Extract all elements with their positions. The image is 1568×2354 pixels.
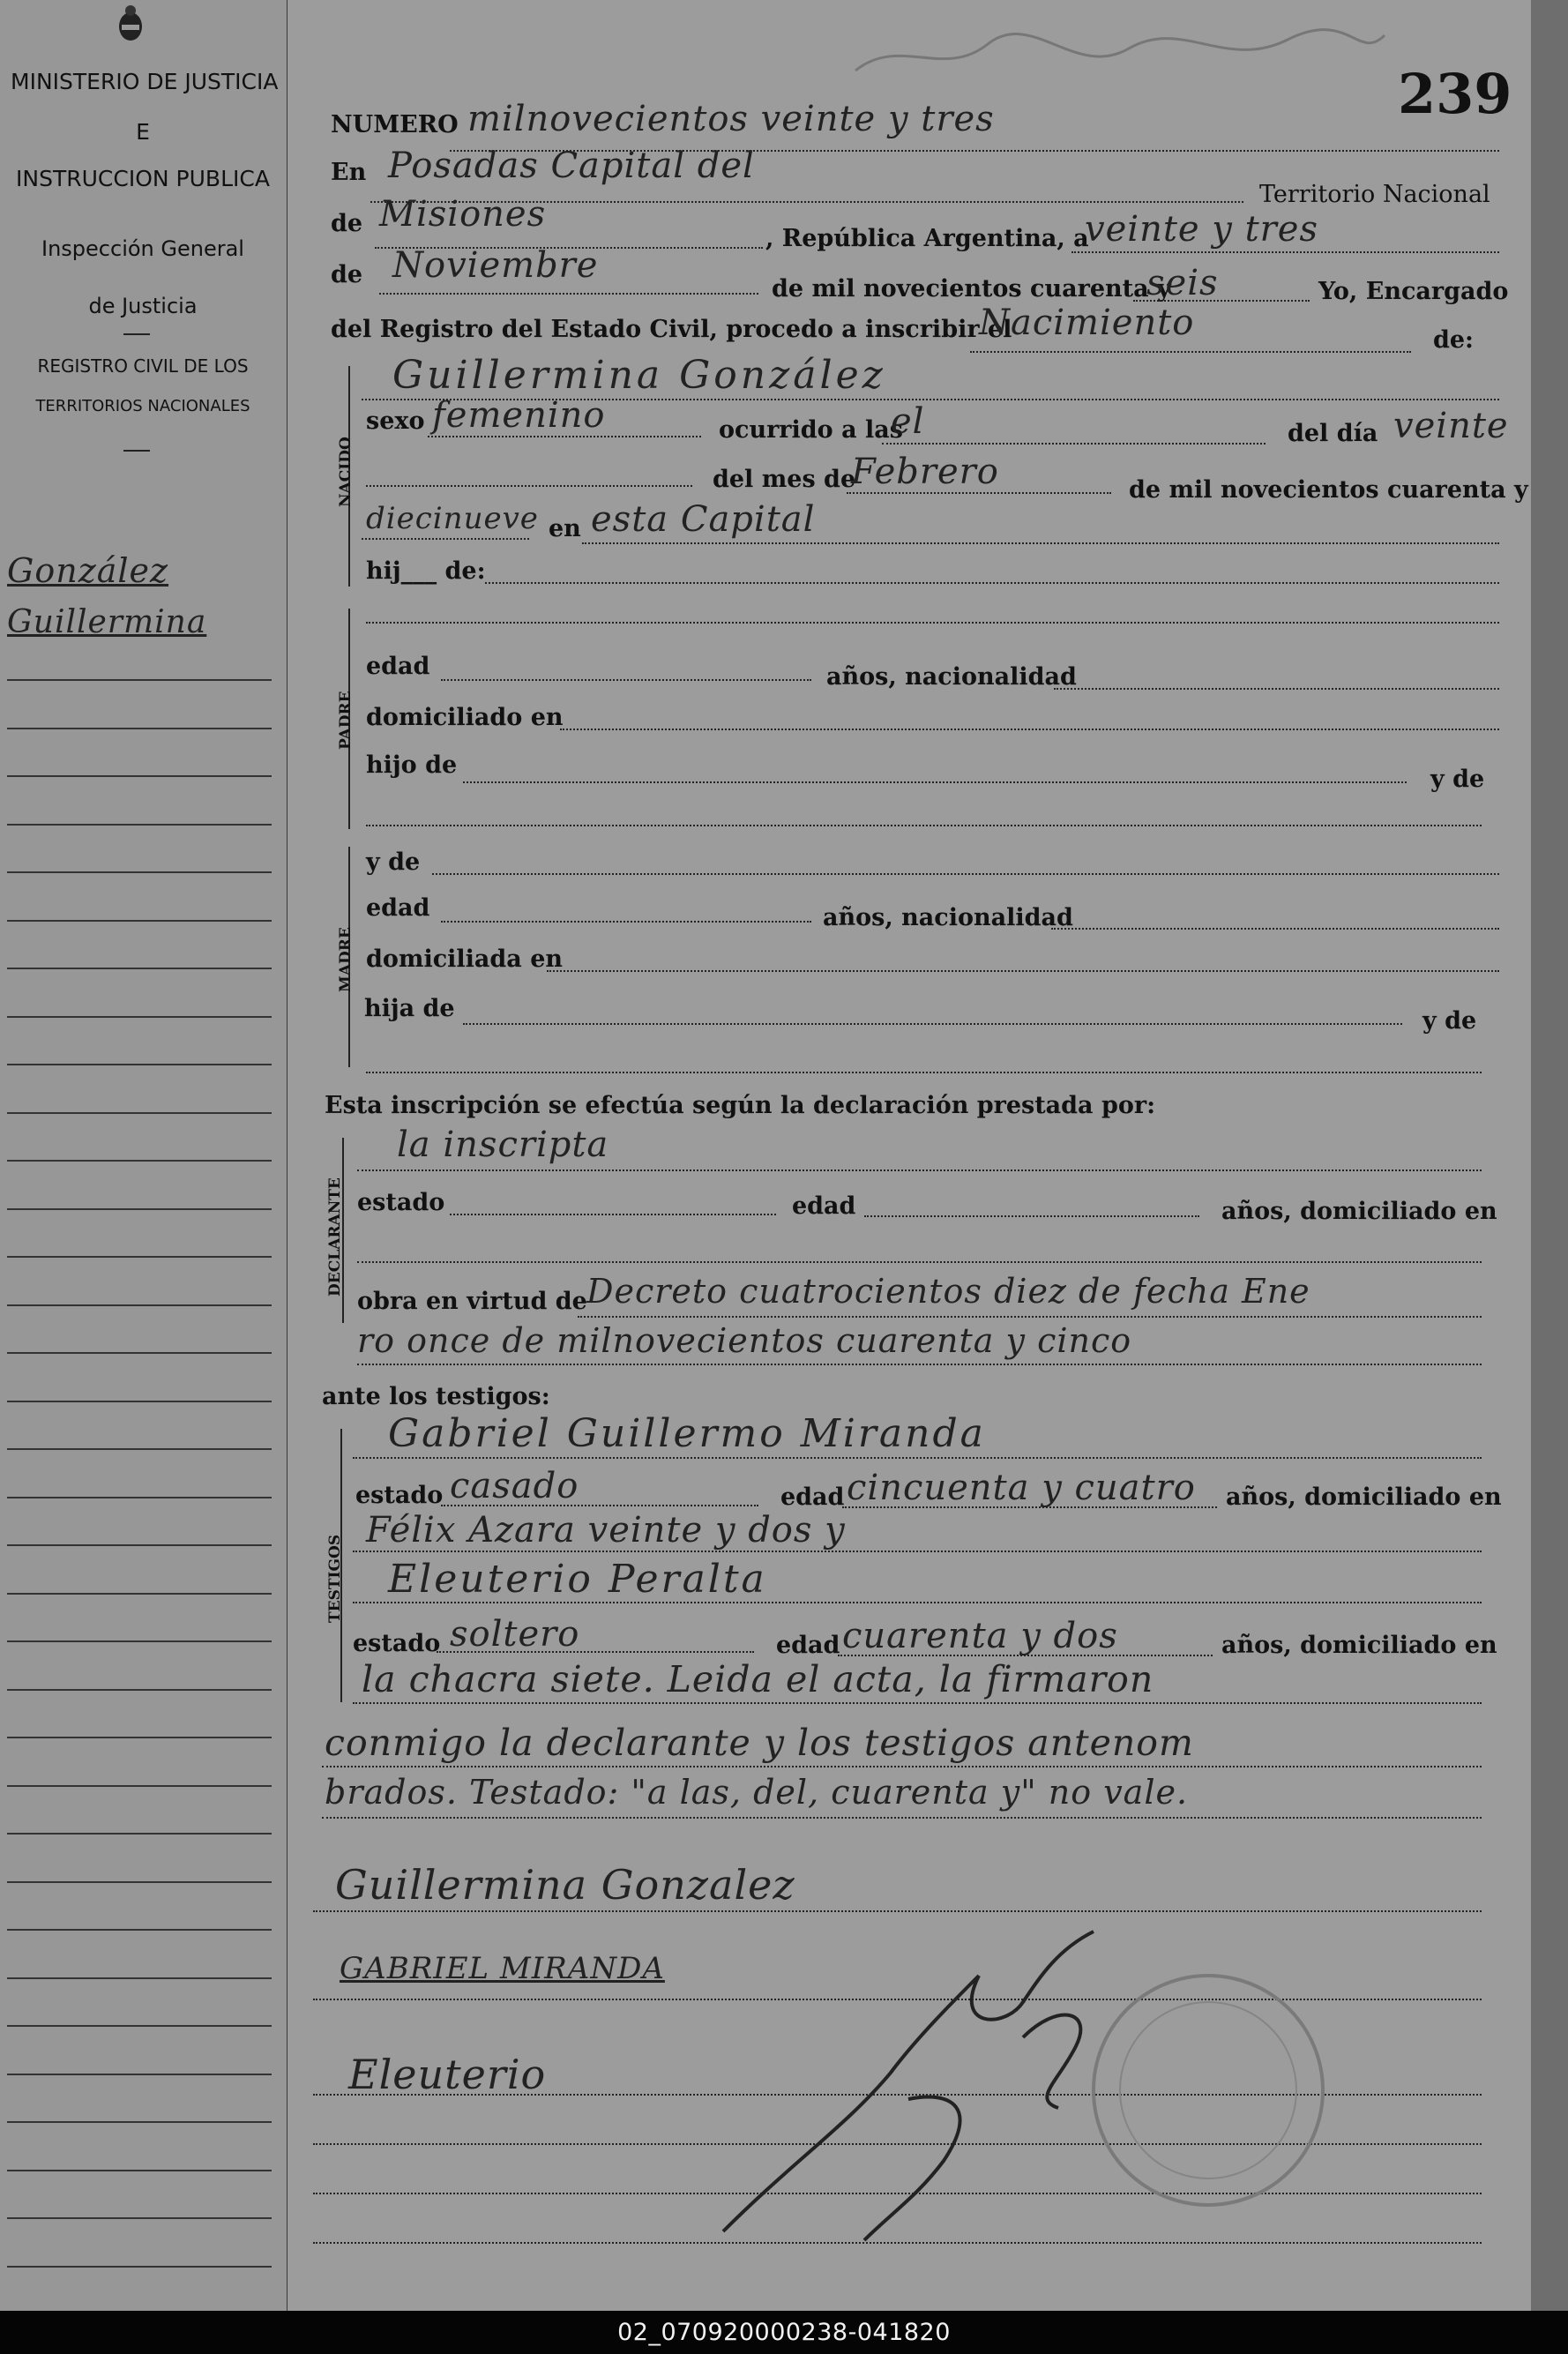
firma-declarante: Guillermina Gonzalez xyxy=(335,1861,795,1909)
official-stamp xyxy=(1076,1958,1340,2223)
t2-anios-label: años, domiciliado en xyxy=(1221,1632,1497,1659)
dia-value: veinte y tres xyxy=(1085,209,1318,250)
margin-column xyxy=(0,0,289,2311)
margin-rule xyxy=(7,1208,272,1210)
ocurrido-label: ocurrido a las xyxy=(719,416,903,444)
testigos-side-label: TESTIGOS xyxy=(326,1534,344,1623)
pencil-scribble xyxy=(847,18,1393,88)
header-divider xyxy=(123,333,150,335)
margin-rule xyxy=(7,1689,272,1691)
padre-anios-label: años, nacionalidad xyxy=(826,663,1077,691)
t1-estado-line xyxy=(441,1505,758,1506)
madre-dom-line xyxy=(547,970,1499,972)
t1-dom-line xyxy=(353,1551,1482,1552)
dia-nac-value: veinte xyxy=(1393,406,1509,446)
margin-rule xyxy=(7,2074,272,2075)
testigos-label: ante los testigos: xyxy=(322,1383,550,1410)
margin-rule xyxy=(7,1112,272,1114)
inspection-line1: Inspección General xyxy=(41,236,244,261)
cierre-line2: conmigo la declarante y los testigos antenom xyxy=(325,1722,1194,1764)
obra-line1 xyxy=(578,1316,1482,1318)
madre-hija-line xyxy=(463,1023,1402,1025)
margin-rule xyxy=(7,1256,272,1258)
margin-rule xyxy=(7,1304,272,1306)
cierre-line3: brados. Testado: "a las, del, cuarenta y" no vale. xyxy=(325,1773,1189,1812)
del-mes-label: del mes de xyxy=(713,466,856,493)
nombre-value: Guillermina González xyxy=(392,353,886,398)
padre-edad-label: edad xyxy=(366,653,430,680)
margin-rule xyxy=(7,2266,272,2268)
margin-rule xyxy=(7,1593,272,1595)
cierre-line1: la chacra siete. Leida el acta, la firmaron xyxy=(362,1658,1154,1700)
coat-of-arms-icon xyxy=(115,4,146,44)
nacido-side-label: NACIDO xyxy=(337,437,355,507)
nac-blank-line xyxy=(366,485,692,487)
margin-rule xyxy=(7,1833,272,1835)
obra-line2 xyxy=(357,1364,1482,1365)
ministry-line1: MINISTERIO DE JUSTICIA xyxy=(11,69,279,94)
mes-nac-line xyxy=(847,492,1111,494)
sexo-value: femenino xyxy=(432,395,606,436)
t2-edad-label: edad xyxy=(776,1632,840,1659)
ocurrido-value: el xyxy=(891,401,925,442)
encargado-label: Yo, Encargado xyxy=(1318,278,1509,305)
padre-dom-line xyxy=(560,729,1499,730)
testigo2-name: Eleuterio Peralta xyxy=(388,1557,767,1602)
firma-testigo1: GABRIEL MIRANDA xyxy=(340,1951,665,1986)
numero-label: NUMERO xyxy=(331,111,459,138)
margin-rule xyxy=(7,824,272,826)
margin-given-name: Guillermina xyxy=(7,604,207,640)
madre-domicilio-label: domiciliada en xyxy=(366,945,564,973)
t2-edad-line xyxy=(838,1655,1213,1656)
madre-edad-line xyxy=(441,921,811,923)
hij-line xyxy=(485,582,1499,584)
mes-line xyxy=(379,293,758,295)
t2-estado-line xyxy=(437,1651,754,1653)
t2-estado-value: soltero xyxy=(450,1614,580,1655)
t1-edad-line xyxy=(842,1506,1217,1508)
padre-side-label: PADRE xyxy=(337,691,355,750)
margin-rule xyxy=(7,920,272,922)
t1-domicilio-value: Félix Azara veinte y dos y xyxy=(366,1510,846,1551)
t1-estado-value: casado xyxy=(450,1466,579,1506)
sexo-label: sexo xyxy=(366,407,425,435)
declarante-side-label: DECLARANTE xyxy=(326,1177,344,1297)
obra-label: obra en virtud de xyxy=(357,1288,587,1315)
padre-line-0 xyxy=(366,622,1499,624)
testigo1-line xyxy=(353,1457,1482,1459)
mil-label: de mil novecientos cuarenta y xyxy=(1129,476,1528,504)
margin-rule xyxy=(7,1160,272,1162)
t1-edad-label: edad xyxy=(780,1483,845,1511)
margin-rule xyxy=(7,1497,272,1498)
margin-rule xyxy=(7,775,272,777)
de3-label: de: xyxy=(1433,326,1475,354)
margin-rule xyxy=(7,2121,272,2123)
madre-y-de2-label: y de xyxy=(1422,1007,1477,1035)
obra-value2: ro once de milnovecientos cuarenta y cinco xyxy=(357,1321,1132,1360)
header-divider-2 xyxy=(123,450,150,452)
page-number: 239 xyxy=(1398,62,1512,126)
year-value: seis xyxy=(1146,263,1219,303)
margin-rule xyxy=(7,1352,272,1354)
margin-rule xyxy=(7,1977,272,1979)
dia-line xyxy=(1071,251,1499,253)
madre-side-label: MADRE xyxy=(337,927,355,992)
margin-rule xyxy=(7,2025,272,2027)
decl-anios-label: años, domiciliado en xyxy=(1221,1198,1497,1225)
margin-rule xyxy=(7,1544,272,1546)
cierre-rule1 xyxy=(353,1702,1482,1704)
decl-edad-line xyxy=(864,1215,1199,1217)
margin-rule xyxy=(7,1448,272,1450)
t1-anios-label: años, domiciliado en xyxy=(1226,1483,1502,1511)
madre-y-de-label: y de xyxy=(366,848,421,876)
padre-domicilio-label: domiciliado en xyxy=(366,704,564,731)
anio-nac-value: diecinueve xyxy=(366,501,539,536)
ministry-line3: INSTRUCCION PUBLICA xyxy=(16,166,270,191)
padre-y-de-label: y de xyxy=(1430,766,1485,793)
margin-rule xyxy=(7,728,272,729)
cierre-rule3 xyxy=(322,1817,1482,1819)
acto-line xyxy=(970,351,1411,353)
margin-rule xyxy=(7,871,272,873)
en-label: En xyxy=(331,159,367,186)
decl-estado-line xyxy=(450,1214,776,1215)
madre-nac-line xyxy=(1051,928,1499,930)
acto-value: Nacimiento xyxy=(979,303,1195,343)
padre-hijo-line xyxy=(463,781,1407,783)
margin-rule xyxy=(7,1737,272,1738)
declarante-line xyxy=(357,1170,1482,1171)
obra-value1: Decreto cuatrocientos diez de fecha Ene xyxy=(586,1272,1310,1311)
lugar-value: esta Capital xyxy=(591,499,816,540)
madre-line-last xyxy=(366,1072,1482,1073)
ocurrido-line xyxy=(882,443,1266,445)
padre-nac-line xyxy=(1054,688,1499,690)
declarante-value: la inscripta xyxy=(397,1125,609,1165)
year-line xyxy=(1133,300,1310,302)
padre-line-last xyxy=(366,825,1482,826)
t2-estado-label: estado xyxy=(353,1630,441,1657)
anio-nac-line xyxy=(362,538,529,540)
registry-line2: TERRITORIOS NACIONALES xyxy=(35,397,250,415)
madre-yde-line xyxy=(432,873,1499,875)
margin-rule xyxy=(7,2170,272,2171)
inscripcion-label: Esta inscripción se efectúa según la declaración prestada por: xyxy=(325,1092,1156,1119)
image-code-footer: 02_070920000238-041820 xyxy=(0,2311,1568,2354)
decl-dom-line xyxy=(357,1261,1482,1263)
margin-rule xyxy=(7,1929,272,1931)
del-dia-label: del día xyxy=(1288,420,1378,447)
madre-edad-label: edad xyxy=(366,894,430,922)
margin-rule xyxy=(7,2217,272,2219)
t2-edad-value: cuarenta y dos xyxy=(842,1616,1118,1656)
padre-hijo-label: hijo de xyxy=(366,751,458,779)
t1-edad-value: cincuenta y cuatro xyxy=(847,1468,1196,1508)
t1-estado-label: estado xyxy=(355,1482,444,1509)
margin-rule xyxy=(7,1064,272,1065)
margin-rule xyxy=(7,968,272,969)
margin-rule xyxy=(7,1401,272,1402)
mes-nac-value: Febrero xyxy=(851,452,999,492)
margin-surname: González xyxy=(7,551,169,590)
de-label: de xyxy=(331,210,363,237)
ministry-line2: E xyxy=(136,119,150,145)
hij-label: hij___ de: xyxy=(366,557,486,585)
firma-testigo2: Eleuterio xyxy=(348,2051,547,2098)
numero-value: milnovecientos veinte y tres xyxy=(467,99,995,139)
inspection-line2: de Justicia xyxy=(88,294,198,318)
mes-value: Noviembre xyxy=(392,245,599,286)
padre-edad-line xyxy=(441,679,811,681)
madre-hija-label: hija de xyxy=(364,995,455,1022)
registro-label: del Registro del Estado Civil, procedo a inscribir el xyxy=(331,316,1012,343)
testigo2-line xyxy=(353,1602,1482,1603)
en-value: Posadas Capital del xyxy=(388,146,755,186)
testigo1-name: Gabriel Guillermo Miranda xyxy=(388,1411,986,1456)
binding-edge xyxy=(1531,0,1568,2311)
sexo-line xyxy=(428,436,701,437)
margin-rule xyxy=(7,1016,272,1018)
republica-label: , República Argentina, a xyxy=(765,225,1089,252)
margin-rule xyxy=(7,679,272,681)
en-lugar-label: en xyxy=(549,515,581,542)
lugar-line xyxy=(582,542,1499,544)
registry-line1: REGISTRO CIVIL DE LOS xyxy=(37,355,249,377)
margin-rule xyxy=(7,1640,272,1642)
de-value: Misiones xyxy=(379,194,547,235)
decl-edad-label: edad xyxy=(792,1192,856,1220)
decl-estado-label: estado xyxy=(357,1189,445,1216)
de2-label: de xyxy=(331,261,363,288)
territorio-label: Territorio Nacional xyxy=(1259,181,1490,208)
year-label: de mil novecientos cuarenta y xyxy=(772,275,1171,303)
margin-rule xyxy=(7,1785,272,1787)
madre-anios-label: años, nacionalidad xyxy=(823,904,1073,931)
cierre-rule2 xyxy=(322,1766,1482,1767)
margin-rule xyxy=(7,1881,272,1883)
